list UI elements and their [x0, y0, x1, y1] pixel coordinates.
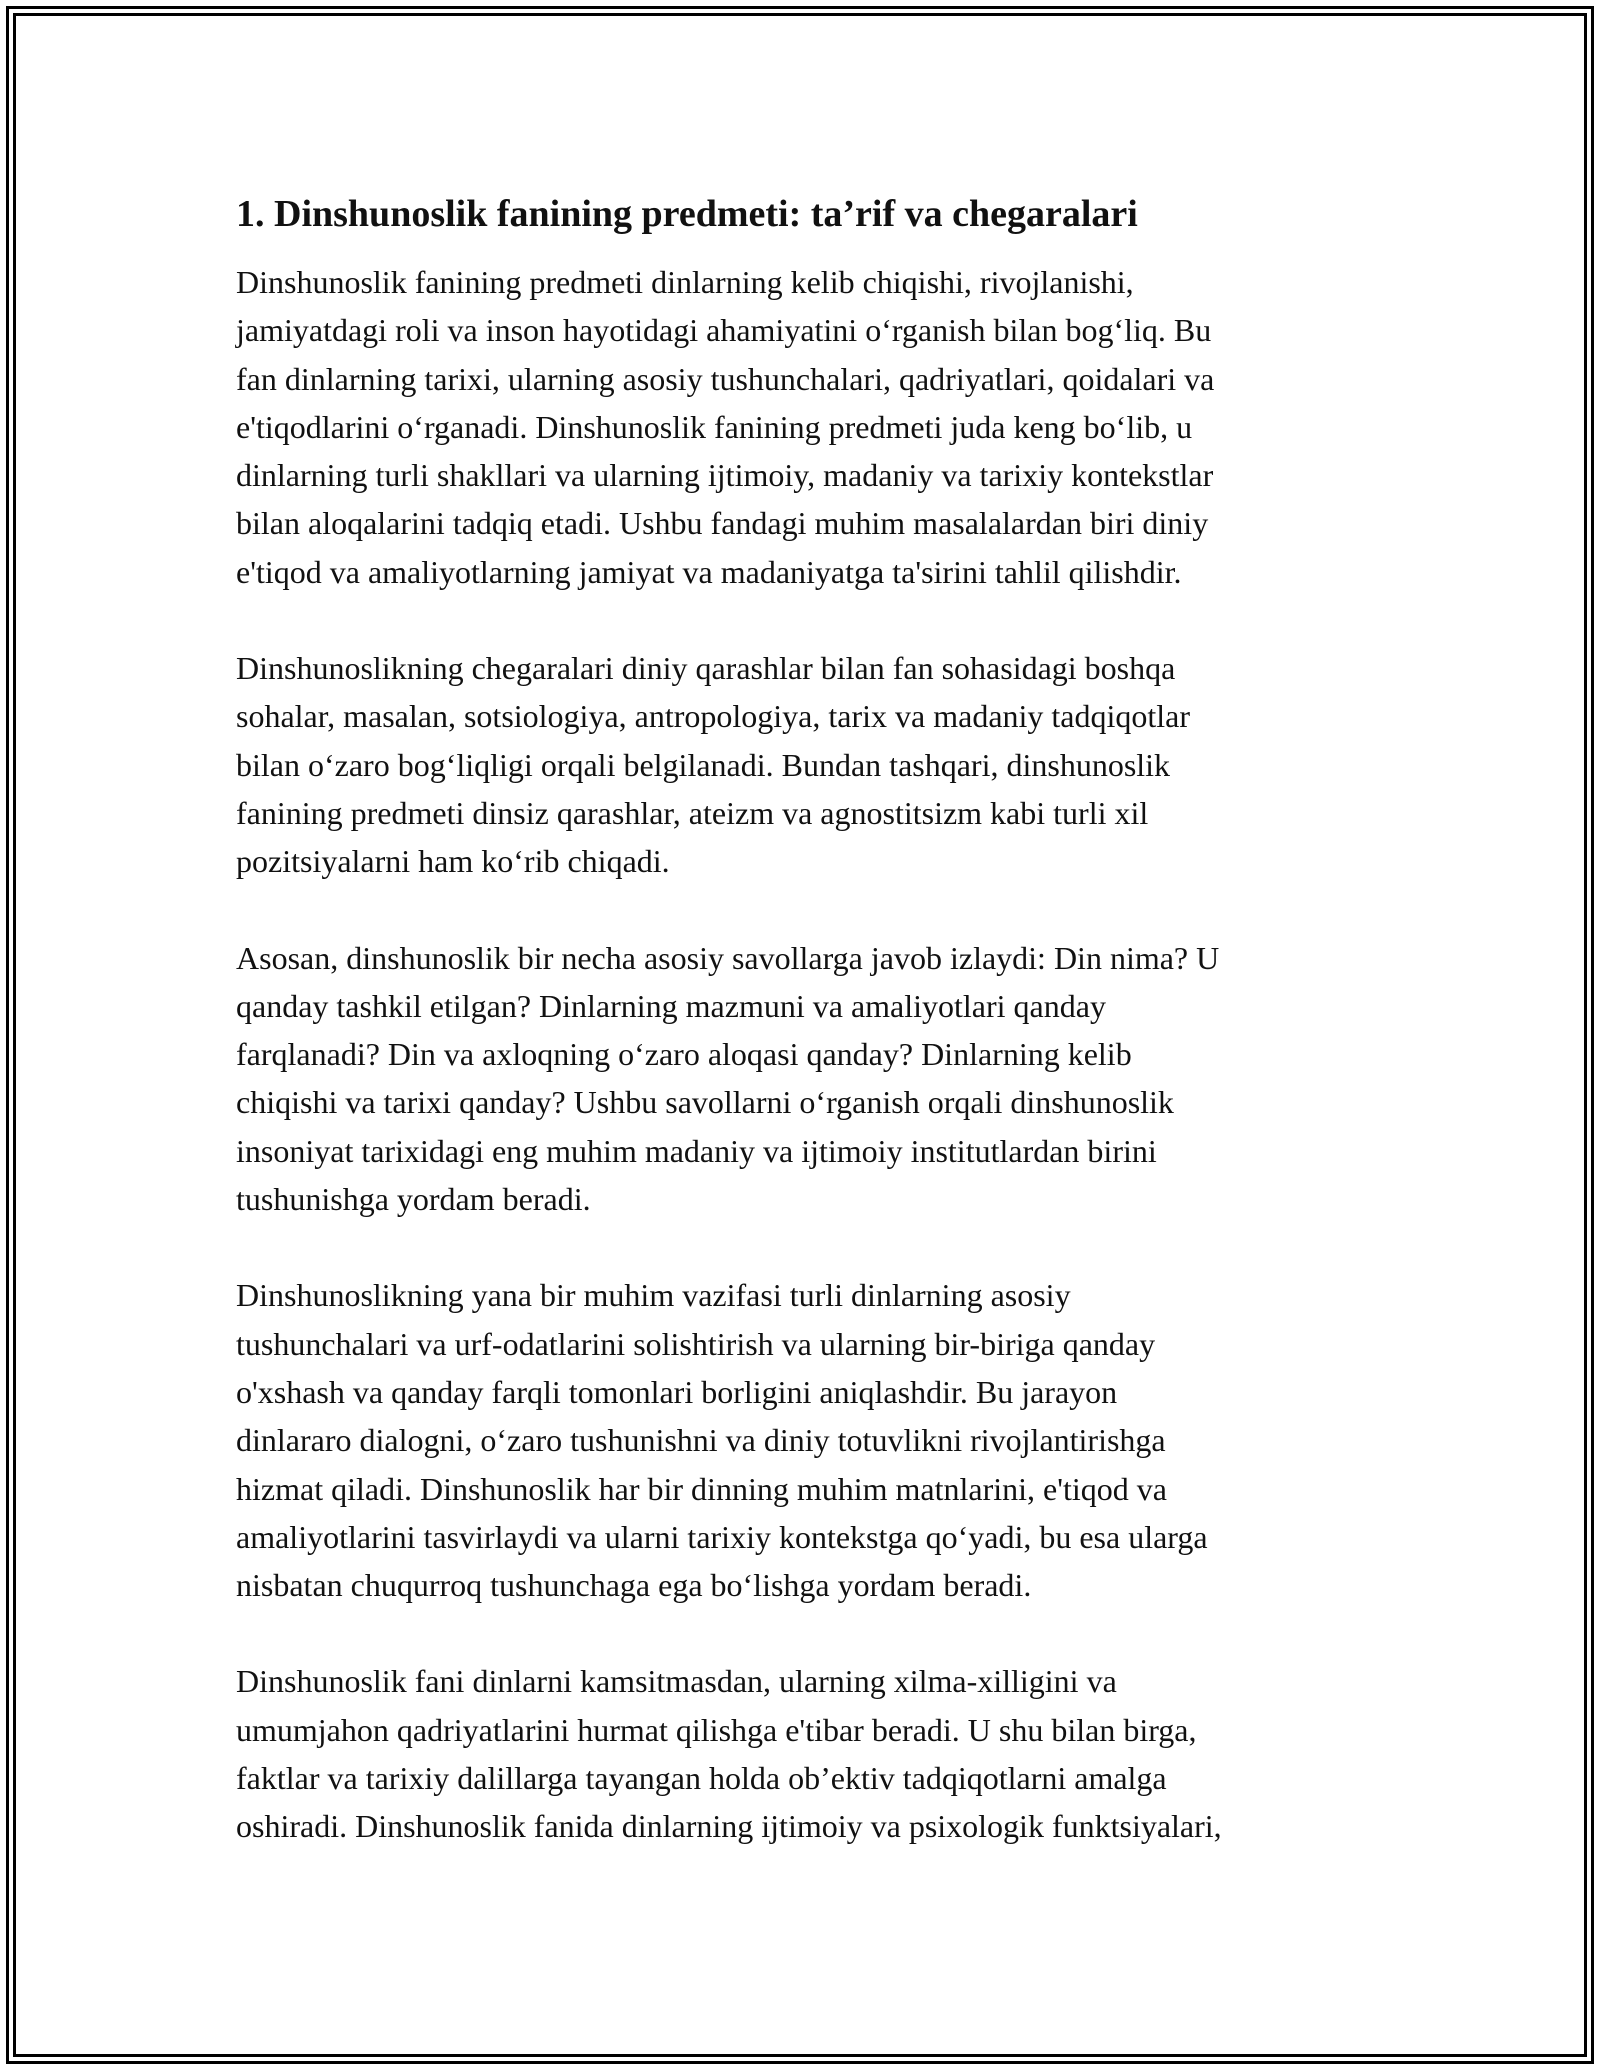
text-line: jamiyatdagi roli va inson hayotidagi ahamiyatini o‘rganish bilan bog‘liq. Bu: [236, 312, 1212, 349]
text-line: dinlararo dialogni, o‘zaro tushunishni va diniy totuvlikni rivojlantirishga: [236, 1422, 1166, 1459]
document-page: [236, 186, 1366, 1899]
text-line: dinlarning turli shakllari va ularning ijtimoiy, madaniy va tarixiy kontekstlar: [236, 457, 1214, 494]
text-line: nisbatan chuqurroq tushunchaga ega bo‘lishga yordam beradi.: [236, 1567, 1032, 1604]
section-heading: 1. Dinshunoslik fanining predmeti: ta’rif va chegaralari: [236, 193, 1138, 235]
text-line: e'tiqod va amaliyotlarning jamiyat va madaniyatga ta'sirini tahlil qilishdir.: [236, 553, 1182, 590]
text-line: fanining predmeti dinsiz qarashlar, ateizm va agnostitsizm kabi turli xil: [236, 794, 1149, 831]
paragraph-1: [236, 258, 1366, 596]
text-line: amaliyotlarini tasvirlaydi va ularni tarixiy kontekstga qo‘yadi, bu esa ularga: [236, 1518, 1208, 1555]
text-line: bilan aloqalarini tadqiq etadi. Ushbu fandagi muhim masalalardan biri diniy: [236, 505, 1209, 542]
text-line: e'tiqodlarini o‘rganadi. Dinshunoslik fanining predmeti juda keng bo‘lib, u: [236, 408, 1193, 445]
text-line: insoniyat tarixidagi eng muhim madaniy va ijtimoiy institutlardan birini: [236, 1132, 1157, 1169]
text-line: tushunchalari va urf-odatlarini solishtirish va ularning bir-biriga qanday: [236, 1325, 1156, 1362]
text-line: o'xshash va qanday farqli tomonlari borligini aniqlashdir. Bu jarayon: [236, 1373, 1118, 1410]
text-line: farqlanadi? Din va axloqning o‘zaro aloqasi qanday? Dinlarning kelib: [236, 1036, 1132, 1073]
text-line: qanday tashkil etilgan? Dinlarning mazmuni va amaliyotlari qanday: [236, 987, 1106, 1024]
text-line: sohalar, masalan, sotsiologiya, antropologiya, tarix va madaniy tadqiqotlar: [236, 698, 1191, 735]
text-line: oshiradi. Dinshunoslik fanida dinlarning ijtimoiy va psixologik funktsiyalari,: [236, 1808, 1222, 1845]
text-line: chiqishi va tarixi qanday? Ushbu savollarni o‘rganish orqali dinshunoslik: [236, 1084, 1174, 1121]
paragraph-5: [236, 1657, 1366, 1850]
text-line: bilan o‘zaro bog‘liqligi orqali belgilanadi. Bundan tashqari, dinshunoslik: [236, 746, 1171, 783]
text-line: umumjahon qadriyatlarini hurmat qilishga e'tibar beradi. U shu bilan birga,: [236, 1711, 1197, 1748]
text-line: hizmat qiladi. Dinshunoslik har bir dinning muhim matnlarini, e'tiqod va: [236, 1470, 1167, 1507]
text-line: Dinshunoslikning chegaralari diniy qarashlar bilan fan sohasidagi boshqa: [236, 650, 1176, 687]
text-line: Dinshunoslikning yana bir muhim vazifasi turli dinlarning asosiy: [236, 1277, 1071, 1314]
paragraph-2: [236, 644, 1366, 885]
text-line: Asosan, dinshunoslik bir necha asosiy savollarga javob izlaydi: Din nima? U: [236, 939, 1220, 976]
paragraph-4: [236, 1271, 1366, 1609]
text-line: faktlar va tarixiy dalillarga tayangan holda ob’ektiv tadqiqotlarni amalga: [236, 1760, 1167, 1797]
text-line: fan dinlarning tarixi, ularning asosiy tushunchalari, qadriyatlari, qoidalari va: [236, 360, 1215, 397]
text-line: pozitsiyalarni ham ko‘rib chiqadi.: [236, 843, 670, 880]
paragraph-3: [236, 934, 1366, 1224]
text-line: tushunishga yordam beradi.: [236, 1181, 591, 1218]
text-line: Dinshunoslik fani dinlarni kamsitmasdan, ularning xilma-xilligini va: [236, 1663, 1117, 1700]
text-line: Dinshunoslik fanining predmeti dinlarning kelib chiqishi, rivojlanishi,: [236, 264, 1134, 300]
